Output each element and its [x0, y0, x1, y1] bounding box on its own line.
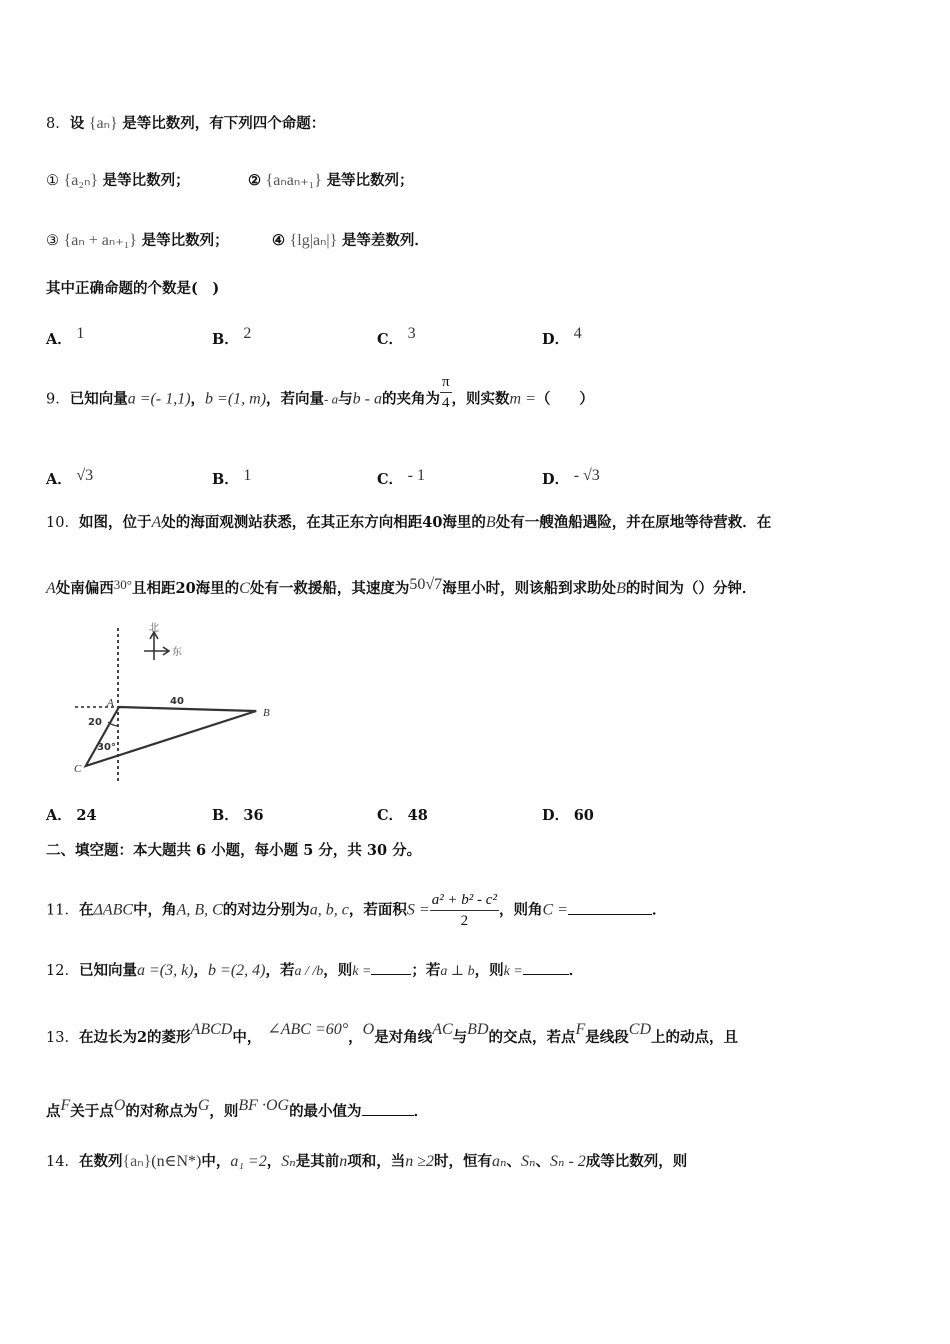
q9-option-c[interactable] [377, 466, 425, 490]
q10-option-c[interactable] [377, 806, 428, 826]
label-c: C [74, 763, 82, 775]
option-label: A． [46, 807, 72, 824]
q10-distance-40: 40 [422, 514, 443, 531]
label-length-ab: 40 [170, 696, 184, 707]
q14-text: 中， [201, 1153, 231, 1170]
q13-text: 是线段 [585, 1029, 629, 1046]
option-label: D． [542, 471, 570, 488]
option-value: 24 [76, 807, 97, 824]
fraction-denominator: 4 [441, 395, 450, 411]
q8-prop4-seq: {lg|aₙ|} [289, 232, 338, 249]
option-label: B． [212, 471, 239, 488]
q9-angle-fraction [440, 372, 452, 413]
option-label: B． [212, 331, 239, 348]
option-value: 1 [76, 325, 85, 342]
q12-parallel: a / /b [294, 964, 324, 979]
q12-perp: a ⊥ b [440, 964, 475, 979]
compass-east-label: 东 [172, 647, 182, 658]
q9-number: 9． [46, 391, 70, 408]
q13-point-g: G [197, 1097, 210, 1114]
q12-vector-b: b =(2, 4) [208, 962, 266, 979]
q13-answer-blank[interactable] [362, 1101, 414, 1116]
option-value: 48 [407, 807, 428, 824]
q13-text: ，则 [209, 1103, 239, 1120]
option-value: 36 [243, 807, 264, 824]
q10-text: 海里小时，则该船到求助处 [442, 580, 617, 597]
q10-point-a: A [151, 514, 162, 531]
q12-text: ，则 [323, 962, 353, 979]
q12-answer-blank-2[interactable] [523, 960, 569, 975]
q11-number: 11． [46, 902, 79, 919]
q10-figure [70, 618, 270, 788]
q14-text: 、 [535, 1153, 550, 1170]
q13-side: 2 [136, 1029, 148, 1046]
option-value: 60 [573, 807, 594, 824]
q11-text: ，则角 [498, 901, 543, 919]
q9-b-minus-a: b - a [352, 390, 382, 408]
q8-question: 其中正确命题的个数是( ) [46, 280, 220, 297]
q13-text: 是对角线 [374, 1029, 433, 1046]
q10-text: 处有一艘渔船遇险，并在原地等待营救．在 [495, 514, 772, 531]
q10-text: 如图，位于 [78, 514, 152, 531]
option-label: D． [542, 807, 570, 824]
q9-text: ， [190, 390, 206, 408]
q8-seq: {aₙ} [88, 115, 118, 132]
option-label: B． [212, 807, 239, 824]
q9-m: m = [509, 390, 536, 408]
q14-text: 时，恒有 [433, 1153, 492, 1170]
q11-text: ，若面积 [348, 901, 407, 919]
q14-text: 、 [506, 1153, 521, 1170]
q11-answer-blank[interactable] [568, 900, 652, 915]
q10-text: 海里的 [442, 514, 486, 531]
q13-point-o: O [113, 1097, 126, 1114]
q14-text: ， [266, 1153, 282, 1170]
q8-prop4-text: 是等差数列． [341, 232, 429, 249]
q11-triangle: ΔABC [93, 901, 134, 919]
q11-end: ． [651, 901, 667, 919]
q8-prop1-mark: ① [46, 173, 59, 189]
q13-bd: BD [467, 1021, 489, 1038]
q9-text: ，若向量 [266, 390, 325, 408]
q13-text: 的对称点为 [125, 1103, 198, 1120]
q13-stem-line2 [46, 1096, 428, 1122]
q14-sn: Sₙ [520, 1153, 536, 1170]
q10-speed: 50√7 [409, 576, 443, 593]
q13-text: 的交点，若点 [488, 1029, 576, 1046]
q8-prop2-mark: ② [248, 172, 261, 189]
q14-n-condition: n ≥2 [405, 1153, 434, 1170]
q11-angles: A, B, C [176, 901, 223, 919]
q8-prop1-seq: {a₂ₙ} [63, 172, 99, 189]
option-label: D． [542, 331, 570, 348]
label-angle: 30° [97, 742, 116, 753]
option-label: C． [377, 807, 404, 824]
q10-text: 且相距 [131, 580, 176, 597]
q12-text: ，若 [265, 962, 295, 979]
q12-stem [46, 960, 583, 982]
q9-text: 的夹角为 [381, 390, 440, 408]
q12-number: 12． [46, 963, 79, 979]
q13-text: 中， [232, 1029, 262, 1046]
q10-text: 处南偏西 [55, 580, 114, 597]
q9-vector-b: b =(1, m) [205, 390, 267, 408]
q11-area-fraction [430, 890, 499, 931]
q8-prop3-text: 是等比数列； [141, 232, 229, 249]
q10-option-d[interactable] [542, 806, 594, 826]
q10-text: 处有一救援船，其速度为 [249, 580, 410, 597]
q13-dot-product: BF ·OG [238, 1097, 290, 1114]
q13-text: 点 [46, 1103, 61, 1120]
q8-prop2-seq: {aₙaₙ₊₁} [265, 172, 322, 189]
q13-text: ， [348, 1029, 363, 1046]
q9-option-a[interactable] [46, 466, 93, 490]
option-label: C． [377, 331, 404, 348]
q13-text: 关于点 [70, 1103, 114, 1120]
q11-text: 的对边分别为 [222, 901, 310, 919]
q13-rhombus: ABCD [190, 1021, 233, 1038]
q14-sn-minus-2: Sₙ - 2 [549, 1153, 586, 1170]
q9-text: 已知向量 [69, 390, 128, 408]
q9-text: 与 [338, 390, 353, 408]
q12-answer-blank-1[interactable] [371, 960, 411, 975]
q14-text: 项和，当 [347, 1153, 406, 1170]
q11-sides: a, b, c [309, 901, 349, 919]
q10-distance-20: 20 [175, 580, 196, 597]
q10-point-b: B [616, 580, 626, 597]
q8-prop1 [46, 171, 190, 191]
q11-c: C = [542, 901, 568, 919]
q8-number: 8． [46, 116, 70, 132]
q13-point-f: F [60, 1097, 71, 1114]
q12-text: ，则 [474, 962, 504, 979]
q9-option-b[interactable] [212, 466, 251, 490]
q13-point-f: F [575, 1021, 586, 1038]
fraction-numerator: a² + b² - c² [430, 890, 499, 911]
option-value: - 1 [407, 467, 425, 484]
q11-text: 中，角 [133, 901, 177, 919]
section-2-title: 二、填空题：本大题共 6 小题，每小题 5 分，共 30 分。 [46, 842, 422, 859]
q8-post: 是等比数列，有下列四个命题： [122, 115, 326, 132]
q14-n: n [339, 1153, 348, 1170]
option-label: A． [46, 471, 72, 488]
q9-neg-a: - a [324, 391, 339, 407]
q10-text: 的时间为（）分钟． [625, 580, 757, 597]
q10-angle: 30° [113, 577, 132, 592]
q13-text: 的最小值为 [289, 1103, 362, 1120]
q12-k: k = [503, 964, 523, 979]
q10-text: 海里的 [195, 580, 240, 597]
label-a: A [107, 697, 114, 709]
q11-area: S = [406, 901, 430, 919]
q8-stem [46, 114, 325, 134]
q9-vector-a: a =(- 1,1) [127, 390, 191, 408]
q8-option-b[interactable] [212, 324, 251, 350]
q8-prop1-text: 是等比数列； [102, 172, 190, 189]
q11-text: 在 [78, 901, 94, 919]
compass-north-label: 北 [149, 623, 159, 634]
q14-number: 14． [46, 1154, 79, 1170]
q13-text: 与 [452, 1029, 468, 1046]
q8-pre: 设 [69, 115, 85, 132]
q14-sn: Sₙ [281, 1153, 296, 1170]
q12-text: ， [193, 962, 209, 979]
q10-stem-line2 [46, 575, 756, 599]
q14-text: 是其前 [295, 1153, 340, 1170]
q14-stem [46, 1152, 687, 1172]
q9-text: （ ） [535, 390, 594, 408]
q10-option-a[interactable] [46, 806, 97, 826]
option-label: A． [46, 331, 72, 348]
q8-prop2-text: 是等比数列； [326, 172, 414, 189]
q8-prop3 [46, 231, 229, 251]
q10-stem-line1 [46, 513, 771, 533]
option-value: - √3 [573, 467, 600, 484]
q14-condition: (n∈N*) [151, 1153, 202, 1170]
q13-stem-line1 [46, 1020, 738, 1048]
q8-prop4-mark: ④ [272, 232, 285, 249]
q10-number: 10． [46, 515, 79, 531]
q9-text: ，则实数 [451, 390, 510, 408]
fraction-numerator: π [440, 372, 452, 393]
q13-angle: ∠ABC =60° [267, 1021, 349, 1038]
q9-stem [46, 374, 594, 413]
q9-option-d[interactable] [542, 466, 600, 490]
q10-text: 处的海面观测站获悉，在其正东方向相距 [161, 514, 423, 531]
label-length-ac: 20 [88, 717, 102, 728]
q8-prop3-seq: {aₙ + aₙ₊₁} [63, 232, 137, 249]
q13-number: 13． [46, 1030, 79, 1046]
q14-text: 成等比数列，则 [585, 1153, 688, 1170]
option-value: 3 [407, 325, 416, 342]
q14-an: aₙ [491, 1153, 507, 1170]
q14-seq: {aₙ} [122, 1153, 152, 1170]
q14-a1: a₁ =2 [230, 1153, 267, 1170]
q8-prop2 [248, 171, 414, 191]
q12-end: ． [568, 962, 584, 979]
q13-end: ． [413, 1103, 429, 1120]
fraction-denominator: 2 [460, 913, 469, 929]
option-value: 2 [243, 325, 252, 342]
q14-text: 在数列 [78, 1153, 123, 1170]
q8-option-c[interactable] [377, 324, 416, 350]
option-value: 1 [243, 467, 252, 484]
option-value: 4 [573, 325, 582, 342]
q13-text: 的菱形 [147, 1029, 191, 1046]
q13-ac: AC [432, 1021, 453, 1038]
option-label: C． [377, 471, 404, 488]
q10-point-c: C [239, 580, 250, 597]
q13-point-o: O [362, 1021, 375, 1038]
q8-prop4 [272, 231, 429, 251]
q13-text: 在边长为 [78, 1029, 137, 1046]
triangle-abc [86, 707, 257, 766]
label-b: B [263, 707, 270, 719]
q10-option-b[interactable] [212, 806, 264, 826]
q13-text: 上的动点，且 [651, 1029, 739, 1046]
q8-option-a[interactable] [46, 324, 84, 350]
option-value: √3 [76, 467, 94, 484]
q12-vector-a: a =(3, k) [136, 962, 194, 979]
q12-text: ；若 [411, 962, 441, 979]
q10-point-a: A [46, 580, 56, 597]
q8-option-d[interactable] [542, 324, 582, 350]
q11-stem [46, 890, 666, 931]
q13-cd: CD [628, 1021, 652, 1038]
q10-point-b: B [485, 514, 496, 531]
q8-prop3-mark: ③ [46, 233, 59, 249]
q12-k: k = [352, 964, 372, 979]
q12-text: 已知向量 [78, 962, 137, 979]
